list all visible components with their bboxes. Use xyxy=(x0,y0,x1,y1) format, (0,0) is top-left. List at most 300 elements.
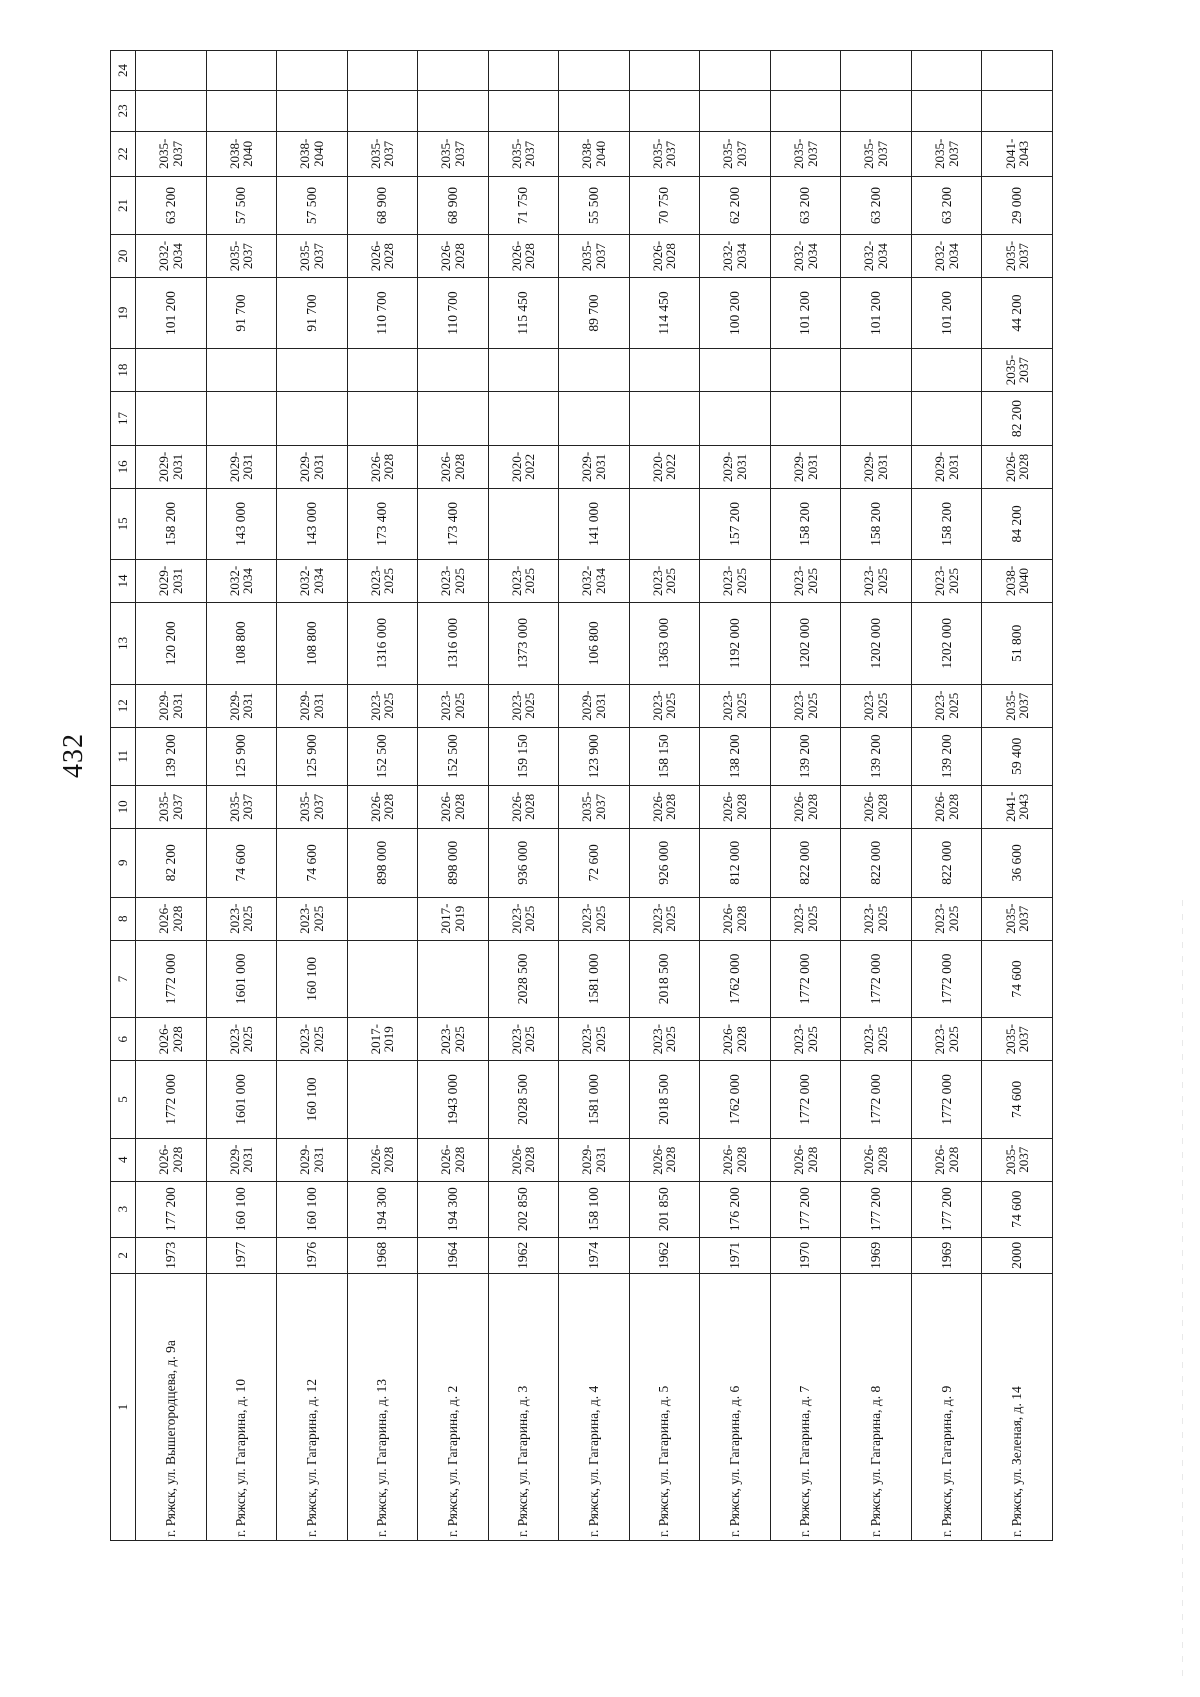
table-row xyxy=(841,51,912,1541)
period-cell: 2029-2031 xyxy=(136,684,207,727)
value-cell: 74 600 xyxy=(982,1061,1053,1138)
period-cell: 2026-2028 xyxy=(136,1018,207,1061)
period-cell: 2026-2028 xyxy=(418,1138,489,1181)
value-cell: 91 700 xyxy=(206,278,277,349)
period-cell: 2029-2031 xyxy=(277,445,348,488)
period-cell: 2023-2025 xyxy=(559,897,630,940)
value-cell xyxy=(136,392,207,446)
period-cell: 2035-2037 xyxy=(982,684,1053,727)
column-number-header-row xyxy=(111,51,136,1541)
period-cell: 2023-2025 xyxy=(629,897,700,940)
period-cell: 2026-2028 xyxy=(911,785,982,828)
period-cell: 2023-2025 xyxy=(559,1018,630,1061)
period-cell: 2023-2025 xyxy=(277,897,348,940)
value-cell: 108 800 xyxy=(206,602,277,684)
value-cell: 125 900 xyxy=(206,727,277,785)
value-cell xyxy=(136,349,207,392)
column-header: 13 xyxy=(111,602,136,684)
value-cell: 160 100 xyxy=(277,1181,348,1237)
value-cell: 143 000 xyxy=(277,488,348,559)
period-cell: 2035-2037 xyxy=(347,131,418,176)
value-cell xyxy=(347,940,418,1017)
value-cell xyxy=(488,90,559,131)
table-row xyxy=(911,51,982,1541)
value-cell xyxy=(911,349,982,392)
value-cell xyxy=(418,349,489,392)
value-cell: 63 200 xyxy=(841,176,912,234)
value-cell: 1772 000 xyxy=(841,940,912,1017)
value-cell: 1581 000 xyxy=(559,940,630,1017)
value-cell: 152 500 xyxy=(347,727,418,785)
period-cell: 2026-2028 xyxy=(700,1138,771,1181)
period-cell: 2026-2028 xyxy=(418,445,489,488)
address-cell: г. Ряжск, ул. Зеленая, д. 14 xyxy=(982,1274,1053,1541)
value-cell: 106 800 xyxy=(559,602,630,684)
period-cell: 2023-2025 xyxy=(911,684,982,727)
value-cell: 123 900 xyxy=(559,727,630,785)
value-cell xyxy=(277,90,348,131)
value-cell: 74 600 xyxy=(206,828,277,897)
year-built-cell: 1973 xyxy=(136,1237,207,1274)
year-built-cell: 1969 xyxy=(911,1237,982,1274)
value-cell: 158 150 xyxy=(629,727,700,785)
value-cell: 177 200 xyxy=(136,1181,207,1237)
value-cell xyxy=(629,51,700,91)
period-cell: 2029-2031 xyxy=(841,445,912,488)
period-cell: 2026-2028 xyxy=(841,1138,912,1181)
value-cell: 108 800 xyxy=(277,602,348,684)
year-built-cell: 1968 xyxy=(347,1237,418,1274)
period-cell: 2035-2037 xyxy=(911,131,982,176)
value-cell: 1772 000 xyxy=(770,940,841,1017)
value-cell xyxy=(347,90,418,131)
year-built-cell: 1962 xyxy=(629,1237,700,1274)
period-cell: 2026-2028 xyxy=(347,445,418,488)
value-cell: 57 500 xyxy=(277,176,348,234)
value-cell: 1202 000 xyxy=(770,602,841,684)
period-cell: 2035-2037 xyxy=(982,349,1053,392)
table-row xyxy=(559,51,630,1541)
period-cell: 2038-2040 xyxy=(206,131,277,176)
value-cell xyxy=(911,51,982,91)
period-cell: 2023-2025 xyxy=(841,1018,912,1061)
value-cell: 82 200 xyxy=(982,392,1053,446)
column-header: 1 xyxy=(111,1274,136,1541)
value-cell: 70 750 xyxy=(629,176,700,234)
value-cell: 29 000 xyxy=(982,176,1053,234)
value-cell: 1202 000 xyxy=(841,602,912,684)
period-cell: 2026-2028 xyxy=(488,785,559,828)
period-cell: 2035-2037 xyxy=(841,131,912,176)
column-header: 14 xyxy=(111,559,136,602)
column-header: 22 xyxy=(111,131,136,176)
period-cell: 2032-2034 xyxy=(277,559,348,602)
value-cell: 158 200 xyxy=(911,488,982,559)
period-cell: 2026-2028 xyxy=(347,785,418,828)
period-cell: 2023-2025 xyxy=(488,1018,559,1061)
address-cell: г. Ряжск, ул. Гагарина, д. 6 xyxy=(700,1274,771,1541)
value-cell: 1762 000 xyxy=(700,1061,771,1138)
period-cell: 2032-2034 xyxy=(911,235,982,278)
value-cell: 44 200 xyxy=(982,278,1053,349)
period-cell: 2035-2037 xyxy=(277,235,348,278)
value-cell: 120 200 xyxy=(136,602,207,684)
value-cell xyxy=(911,90,982,131)
value-cell xyxy=(770,90,841,131)
period-cell: 2035-2037 xyxy=(700,131,771,176)
value-cell xyxy=(559,90,630,131)
value-cell: 176 200 xyxy=(700,1181,771,1237)
period-cell: 2026-2028 xyxy=(418,785,489,828)
value-cell xyxy=(206,90,277,131)
value-cell: 1601 000 xyxy=(206,940,277,1017)
value-cell xyxy=(629,90,700,131)
period-cell: 2035-2037 xyxy=(277,785,348,828)
value-cell: 125 900 xyxy=(277,727,348,785)
value-cell: 139 200 xyxy=(136,727,207,785)
period-cell: 2032-2034 xyxy=(136,235,207,278)
value-cell: 143 000 xyxy=(206,488,277,559)
period-cell: 2023-2025 xyxy=(700,559,771,602)
value-cell xyxy=(488,51,559,91)
address-cell: г. Ряжск, ул. Гагарина, д. 3 xyxy=(488,1274,559,1541)
value-cell xyxy=(488,349,559,392)
page-number: 432 xyxy=(58,733,89,778)
value-cell: 139 200 xyxy=(841,727,912,785)
period-cell: 2035-2037 xyxy=(982,897,1053,940)
value-cell: 138 200 xyxy=(700,727,771,785)
value-cell: 822 000 xyxy=(770,828,841,897)
period-cell: 2023-2025 xyxy=(770,897,841,940)
value-cell xyxy=(770,51,841,91)
period-cell: 2029-2031 xyxy=(770,445,841,488)
period-cell: 2026-2028 xyxy=(770,1138,841,1181)
table-row xyxy=(136,51,207,1541)
value-cell: 822 000 xyxy=(841,828,912,897)
value-cell: 1772 000 xyxy=(136,1061,207,1138)
value-cell: 898 000 xyxy=(418,828,489,897)
table-row xyxy=(206,51,277,1541)
period-cell: 2035-2037 xyxy=(206,785,277,828)
value-cell: 1772 000 xyxy=(841,1061,912,1138)
rotated-table-container xyxy=(110,50,1053,1541)
value-cell: 115 450 xyxy=(488,278,559,349)
period-cell: 2032-2034 xyxy=(206,559,277,602)
period-cell: 2026-2028 xyxy=(982,445,1053,488)
table-row xyxy=(700,51,771,1541)
period-cell: 2035-2037 xyxy=(982,1018,1053,1061)
address-cell: г. Ряжск, ул. Гагарина, д. 10 xyxy=(206,1274,277,1541)
period-cell: 2023-2025 xyxy=(347,684,418,727)
value-cell xyxy=(629,349,700,392)
period-cell: 2029-2031 xyxy=(559,445,630,488)
value-cell: 51 800 xyxy=(982,602,1053,684)
value-cell: 89 700 xyxy=(559,278,630,349)
period-cell: 2023-2025 xyxy=(418,559,489,602)
period-cell: 2026-2028 xyxy=(770,785,841,828)
address-cell: г. Ряжск, ул. Гагарина, д. 5 xyxy=(629,1274,700,1541)
value-cell: 160 100 xyxy=(277,940,348,1017)
value-cell: 1316 000 xyxy=(418,602,489,684)
period-cell: 2026-2028 xyxy=(629,785,700,828)
column-header: 11 xyxy=(111,727,136,785)
period-cell: 2029-2031 xyxy=(559,684,630,727)
value-cell: 177 200 xyxy=(911,1181,982,1237)
value-cell: 101 200 xyxy=(841,278,912,349)
period-cell: 2026-2028 xyxy=(629,1138,700,1181)
value-cell: 139 200 xyxy=(911,727,982,785)
period-cell: 2032-2034 xyxy=(770,235,841,278)
period-cell: 2029-2031 xyxy=(559,1138,630,1181)
period-cell: 2023-2025 xyxy=(418,684,489,727)
value-cell xyxy=(418,392,489,446)
period-cell: 2035-2037 xyxy=(559,785,630,828)
value-cell: 1772 000 xyxy=(911,1061,982,1138)
value-cell xyxy=(841,90,912,131)
value-cell xyxy=(347,897,418,940)
value-cell: 822 000 xyxy=(911,828,982,897)
value-cell xyxy=(700,392,771,446)
column-header: 5 xyxy=(111,1061,136,1138)
year-built-cell: 1976 xyxy=(277,1237,348,1274)
value-cell: 74 600 xyxy=(982,940,1053,1017)
value-cell xyxy=(770,392,841,446)
column-header: 17 xyxy=(111,392,136,446)
value-cell: 160 100 xyxy=(206,1181,277,1237)
value-cell: 2028 500 xyxy=(488,940,559,1017)
year-built-cell: 2000 xyxy=(982,1237,1053,1274)
value-cell xyxy=(206,392,277,446)
value-cell xyxy=(700,349,771,392)
value-cell: 110 700 xyxy=(347,278,418,349)
address-cell: г. Ряжск, ул. Гагарина, д. 12 xyxy=(277,1274,348,1541)
value-cell xyxy=(982,90,1053,131)
year-built-cell: 1962 xyxy=(488,1237,559,1274)
value-cell: 2028 500 xyxy=(488,1061,559,1138)
column-header: 9 xyxy=(111,828,136,897)
value-cell xyxy=(277,51,348,91)
period-cell: 2035-2037 xyxy=(982,235,1053,278)
column-header: 19 xyxy=(111,278,136,349)
period-cell: 2023-2025 xyxy=(841,897,912,940)
column-header: 3 xyxy=(111,1181,136,1237)
period-cell: 2023-2025 xyxy=(488,897,559,940)
period-cell: 2023-2025 xyxy=(770,684,841,727)
period-cell: 2020-2022 xyxy=(629,445,700,488)
period-cell: 2026-2028 xyxy=(488,1138,559,1181)
value-cell xyxy=(277,392,348,446)
table-row xyxy=(277,51,348,1541)
value-cell: 159 150 xyxy=(488,727,559,785)
column-header: 23 xyxy=(111,90,136,131)
column-header: 8 xyxy=(111,897,136,940)
column-header: 10 xyxy=(111,785,136,828)
value-cell: 160 100 xyxy=(277,1061,348,1138)
table-body xyxy=(136,51,1053,1541)
period-cell: 2023-2025 xyxy=(770,1018,841,1061)
address-cell: г. Ряжск, ул. Гагарина, д. 8 xyxy=(841,1274,912,1541)
period-cell: 2029-2031 xyxy=(206,445,277,488)
address-cell: г. Ряжск, ул. Гагарина, д. 7 xyxy=(770,1274,841,1541)
value-cell: 1601 000 xyxy=(206,1061,277,1138)
value-cell xyxy=(629,392,700,446)
address-cell: г. Ряжск, ул. Вышегородцева, д. 9а xyxy=(136,1274,207,1541)
value-cell: 1772 000 xyxy=(911,940,982,1017)
value-cell: 158 200 xyxy=(770,488,841,559)
period-cell: 2023-2025 xyxy=(911,897,982,940)
period-cell: 2023-2025 xyxy=(911,1018,982,1061)
period-cell: 2035-2037 xyxy=(770,131,841,176)
year-built-cell: 1964 xyxy=(418,1237,489,1274)
period-cell: 2023-2025 xyxy=(770,559,841,602)
column-header: 12 xyxy=(111,684,136,727)
value-cell: 91 700 xyxy=(277,278,348,349)
table-row xyxy=(770,51,841,1541)
value-cell: 173 400 xyxy=(418,488,489,559)
period-cell: 2026-2028 xyxy=(700,897,771,940)
table-row xyxy=(982,51,1053,1541)
period-cell: 2035-2037 xyxy=(206,235,277,278)
period-cell: 2017-2019 xyxy=(347,1018,418,1061)
period-cell: 2032-2034 xyxy=(841,235,912,278)
value-cell xyxy=(841,349,912,392)
value-cell xyxy=(982,51,1053,91)
period-cell: 2023-2025 xyxy=(488,559,559,602)
period-cell: 2026-2028 xyxy=(700,1018,771,1061)
value-cell: 1202 000 xyxy=(911,602,982,684)
value-cell: 936 000 xyxy=(488,828,559,897)
period-cell: 2035-2037 xyxy=(488,131,559,176)
value-cell: 72 600 xyxy=(559,828,630,897)
year-built-cell: 1974 xyxy=(559,1237,630,1274)
value-cell: 101 200 xyxy=(770,278,841,349)
value-cell: 101 200 xyxy=(136,278,207,349)
period-cell: 2029-2031 xyxy=(136,445,207,488)
column-header: 16 xyxy=(111,445,136,488)
value-cell: 63 200 xyxy=(770,176,841,234)
address-cell: г. Ряжск, ул. Гагарина, д. 9 xyxy=(911,1274,982,1541)
period-cell: 2023-2025 xyxy=(206,897,277,940)
value-cell xyxy=(136,51,207,91)
value-cell: 1192 000 xyxy=(700,602,771,684)
value-cell: 71 750 xyxy=(488,176,559,234)
period-cell: 2023-2025 xyxy=(488,684,559,727)
period-cell: 2035-2037 xyxy=(418,131,489,176)
period-cell: 2023-2025 xyxy=(841,684,912,727)
table-row xyxy=(347,51,418,1541)
value-cell: 812 000 xyxy=(700,828,771,897)
capital-repair-schedule-table xyxy=(110,50,1053,1541)
period-cell: 2026-2028 xyxy=(629,235,700,278)
value-cell: 158 200 xyxy=(136,488,207,559)
value-cell: 74 600 xyxy=(277,828,348,897)
value-cell: 82 200 xyxy=(136,828,207,897)
value-cell: 158 100 xyxy=(559,1181,630,1237)
address-cell: г. Ряжск, ул. Гагарина, д. 2 xyxy=(418,1274,489,1541)
column-header: 20 xyxy=(111,235,136,278)
value-cell xyxy=(911,392,982,446)
value-cell: 1772 000 xyxy=(136,940,207,1017)
value-cell: 194 300 xyxy=(347,1181,418,1237)
period-cell: 2023-2025 xyxy=(841,559,912,602)
period-cell: 2026-2028 xyxy=(347,1138,418,1181)
value-cell xyxy=(347,392,418,446)
value-cell xyxy=(841,392,912,446)
period-cell: 2026-2028 xyxy=(488,235,559,278)
period-cell: 2026-2028 xyxy=(418,235,489,278)
period-cell: 2023-2025 xyxy=(700,684,771,727)
period-cell: 2026-2028 xyxy=(136,1138,207,1181)
value-cell: 2018 500 xyxy=(629,1061,700,1138)
value-cell xyxy=(700,90,771,131)
value-cell: 100 200 xyxy=(700,278,771,349)
value-cell xyxy=(841,51,912,91)
value-cell xyxy=(488,392,559,446)
year-built-cell: 1971 xyxy=(700,1237,771,1274)
value-cell: 202 850 xyxy=(488,1181,559,1237)
period-cell: 2023-2025 xyxy=(347,559,418,602)
period-cell: 2023-2025 xyxy=(629,1018,700,1061)
period-cell: 2029-2031 xyxy=(700,445,771,488)
period-cell: 2029-2031 xyxy=(277,684,348,727)
year-built-cell: 1977 xyxy=(206,1237,277,1274)
value-cell: 68 900 xyxy=(418,176,489,234)
value-cell: 36 600 xyxy=(982,828,1053,897)
period-cell: 2032-2034 xyxy=(559,559,630,602)
value-cell: 63 200 xyxy=(911,176,982,234)
period-cell: 2035-2037 xyxy=(559,235,630,278)
column-header: 24 xyxy=(111,51,136,91)
period-cell: 2026-2028 xyxy=(911,1138,982,1181)
value-cell xyxy=(559,51,630,91)
period-cell: 2038-2040 xyxy=(559,131,630,176)
value-cell: 1772 000 xyxy=(770,1061,841,1138)
column-header: 15 xyxy=(111,488,136,559)
value-cell xyxy=(700,51,771,91)
value-cell xyxy=(559,349,630,392)
value-cell: 139 200 xyxy=(770,727,841,785)
value-cell: 84 200 xyxy=(982,488,1053,559)
period-cell: 2029-2031 xyxy=(911,445,982,488)
value-cell: 141 000 xyxy=(559,488,630,559)
period-cell: 2023-2025 xyxy=(418,1018,489,1061)
scan-artifact xyxy=(1182,900,1183,1680)
value-cell xyxy=(770,349,841,392)
year-built-cell: 1970 xyxy=(770,1237,841,1274)
value-cell: 1581 000 xyxy=(559,1061,630,1138)
column-header: 7 xyxy=(111,940,136,1017)
value-cell: 57 500 xyxy=(206,176,277,234)
value-cell xyxy=(488,488,559,559)
value-cell xyxy=(136,90,207,131)
value-cell: 62 200 xyxy=(700,176,771,234)
address-cell: г. Ряжск, ул. Гагарина, д. 13 xyxy=(347,1274,418,1541)
value-cell: 2018 500 xyxy=(629,940,700,1017)
period-cell: 2029-2031 xyxy=(277,1138,348,1181)
value-cell xyxy=(418,90,489,131)
value-cell: 1363 000 xyxy=(629,602,700,684)
value-cell: 926 000 xyxy=(629,828,700,897)
table-row xyxy=(488,51,559,1541)
period-cell: 2041-2043 xyxy=(982,131,1053,176)
value-cell xyxy=(206,51,277,91)
value-cell: 114 450 xyxy=(629,278,700,349)
value-cell: 152 500 xyxy=(418,727,489,785)
value-cell: 201 850 xyxy=(629,1181,700,1237)
value-cell xyxy=(347,349,418,392)
period-cell: 2023-2025 xyxy=(629,684,700,727)
period-cell: 2041-2043 xyxy=(982,785,1053,828)
